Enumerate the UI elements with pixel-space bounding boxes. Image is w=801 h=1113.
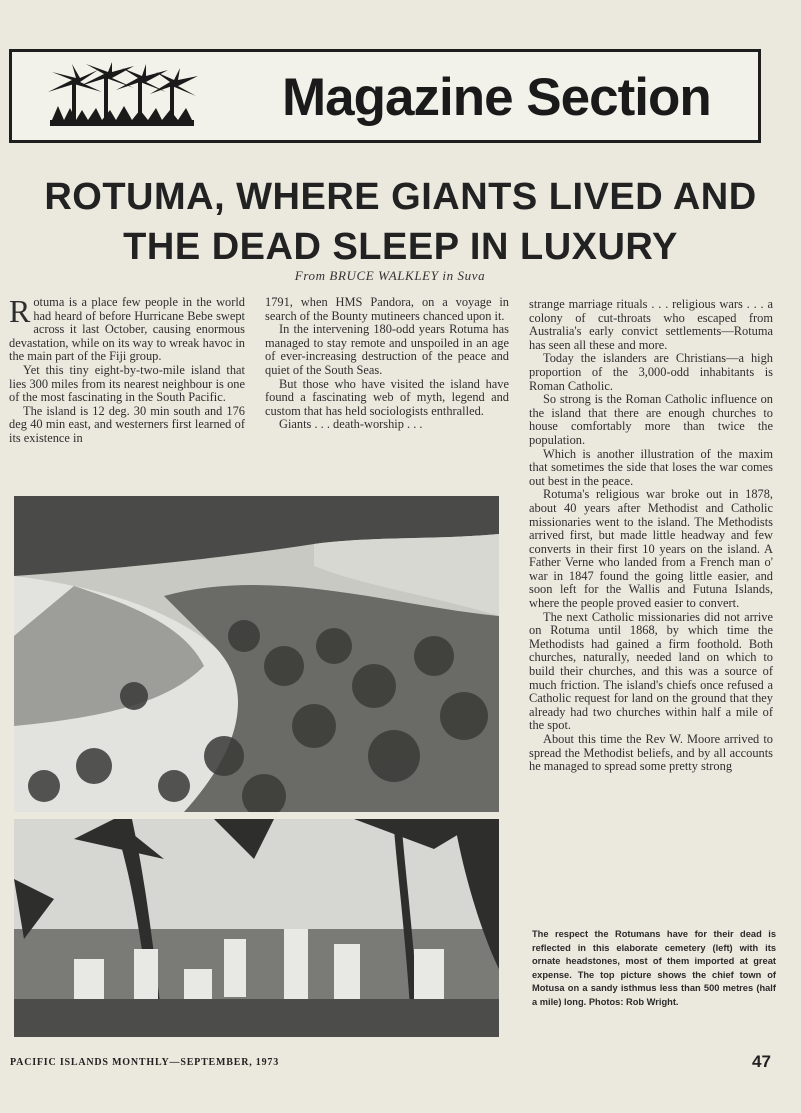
magazine-section-banner	[9, 49, 761, 143]
paragraph: The island is 12 deg. 30 min south and 176 deg 40 min east, and westerners first learned of its existence in	[9, 403, 245, 445]
paragraph: The next Catholic missionaries did not arrive on Rotuma until 1868, by which time the Methodists had gained a firm foothold. Both churches, naturally, needed land on which to build their churches, and this was a source of much friction. The island's chiefs once refused a Catholic request for land on the ground that they already had two churches within half a mile of the spot.	[529, 609, 773, 733]
article-headline	[0, 172, 801, 272]
palm-trees-icon	[42, 62, 202, 134]
paragraph: 1791, when HMS Pandora, on a voyage in search of the Bounty mutineers chanced upon it.	[265, 295, 509, 323]
article-column-3	[529, 298, 773, 774]
publication-footer: PACIFIC ISLANDS MONTHLY—SEPTEMBER, 1973	[10, 1057, 280, 1068]
paragraph: Rotuma is a place few people in the world had heard of before Hurricane Bebe swept across it last October, causing enormous devastation, while on its way to wreak havoc in the main part of the Fiji group.	[9, 293, 245, 364]
headline-line-1: ROTUMA, WHERE GIANTS LIVED AND	[44, 176, 757, 218]
article-column-1	[9, 293, 245, 446]
article-column-2	[265, 296, 509, 432]
byline: From BRUCE WALKLEY in Suva	[294, 268, 486, 283]
paragraph: Today the islanders are Christians—a high proportion of the 3,000-odd inhabitants is Roman Catholic.	[529, 351, 773, 393]
paragraph: Yet this tiny eight-by-two-mile island that lies 300 miles from its nearest neighbour is one of the most fascinating in the South Pacific.	[9, 362, 245, 405]
paragraph: Giants . . . death-worship . . .	[279, 417, 423, 432]
cemetery-photo	[14, 819, 499, 1037]
paragraph: So strong is the Roman Catholic influence on the island that there are enough churches to house comfortably more than twice the population.	[529, 392, 773, 447]
photo-caption: The respect the Rotumans have for their dead is reflected in this elaborate cemetery (left) with its ornate headstones, most of them imported at great expense. The top picture shows the chief town of Motusa on a sandy isthmus less than 500 metres (half a mile) long. Photos: Rob Wright.	[532, 929, 776, 1007]
paragraph: Which is another illustration of the maxim that sometimes the side that loses the war comes out best in the peace.	[529, 446, 773, 488]
paragraph: strange marriage rituals . . . religious wars . . . a colony of cut-throats who escaped from Australia's early convict settlements—Rotuma has seen all these and more.	[529, 297, 773, 352]
drop-cap: R	[9, 293, 31, 329]
paragraph: But those who have visited the island have found a fascinating web of myth, legend and custom that has held sociologists enthralled.	[265, 376, 509, 418]
paragraph: About this time the Rev W. Moore arrived to spread the Methodist beliefs, and by all accounts he managed to spread some pretty strong	[529, 732, 773, 774]
headline-line-2: THE DEAD SLEEP IN LUXURY	[123, 226, 678, 268]
page-number: 47	[752, 1052, 771, 1071]
paragraph: Rotuma's religious war broke out in 1878, about 40 years after Methodist and Catholic missionaries went to the island. The Methodists arrived first, but made little headway and few converts in their first 10 years on the island. A Father Verne who landed from a French man o' war in 1847 found the going little easier, and soon left for the Wallis and Futuna Islands, where the people proved easier to convert.	[529, 487, 773, 611]
aerial-photo-motusa	[14, 496, 499, 812]
section-title: Magazine Section	[282, 68, 711, 127]
paragraph: In the intervening 180-odd years Rotuma has managed to stay remote and unspoiled in an age of ever-increasing destruction of the peace and quiet of the South Seas.	[265, 322, 509, 377]
